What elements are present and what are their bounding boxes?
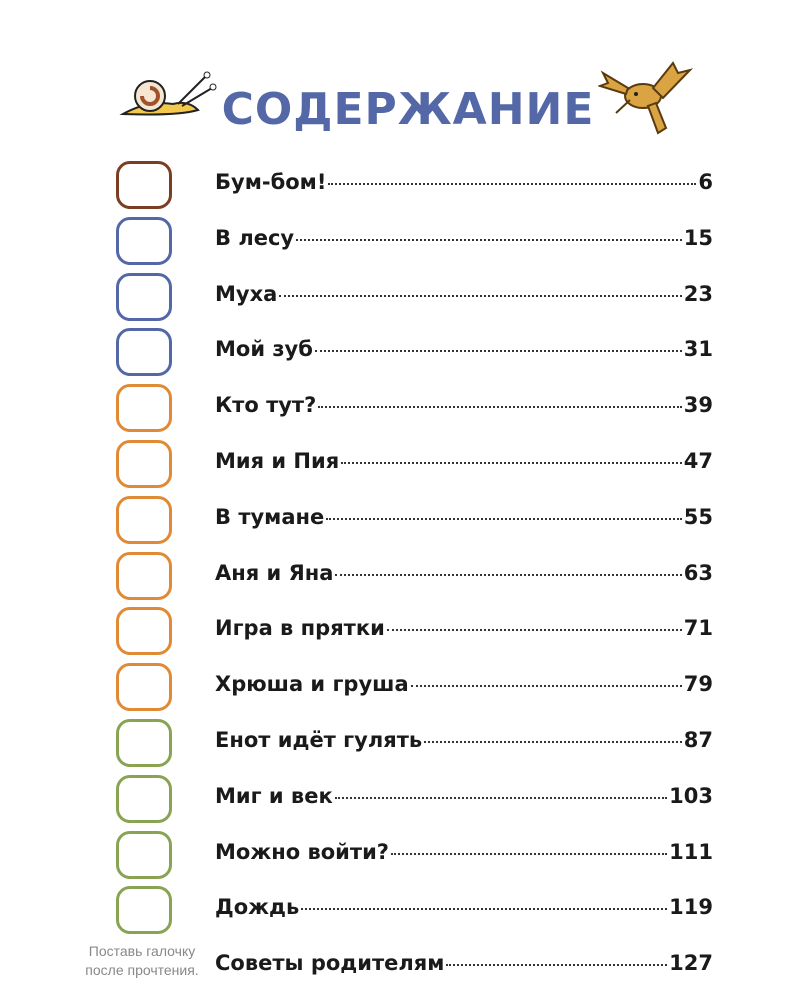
chapter-title: Бум-бом! <box>215 170 327 194</box>
read-checkbox[interactable] <box>116 161 172 209</box>
dot-leader <box>446 964 667 966</box>
dot-leader <box>387 629 682 631</box>
chapter-title: Муха <box>215 281 278 306</box>
page-number: 127 <box>669 951 713 976</box>
chapter-title: В тумане <box>215 504 325 529</box>
chapter-title: Миг и век <box>215 783 333 808</box>
read-checkbox[interactable] <box>116 273 172 321</box>
chapter-title: В лесу <box>215 225 295 250</box>
page-number: 47 <box>683 449 713 473</box>
chapter-title: Енот идёт гулять <box>215 728 423 752</box>
page-title: СОДЕРЖАНИЕ <box>221 84 595 135</box>
read-checkbox[interactable] <box>116 440 172 488</box>
page-number: 111 <box>669 839 713 864</box>
toc-row <box>0 217 800 267</box>
dot-leader <box>301 908 667 910</box>
chapter-title: Мия и Пия <box>215 449 340 473</box>
toc-row <box>0 552 800 602</box>
read-checkbox[interactable] <box>116 496 172 544</box>
dot-leader <box>328 183 696 185</box>
toc-row <box>0 831 800 881</box>
toc-entry[interactable] <box>215 170 713 194</box>
toc-row <box>0 496 800 546</box>
read-checkbox[interactable] <box>116 775 172 823</box>
page-number: 71 <box>683 616 713 641</box>
toc-entry[interactable] <box>215 728 713 752</box>
toc-entry[interactable] <box>215 449 713 473</box>
dot-leader <box>279 295 681 297</box>
page-number: 103 <box>669 783 713 808</box>
page-number: 87 <box>683 728 713 752</box>
chapter-title: Хрюша и груша <box>215 672 409 697</box>
chapter-title: Кто тут? <box>215 393 317 418</box>
toc-entry[interactable] <box>215 561 713 585</box>
chapter-title: Мой зуб <box>215 337 313 362</box>
dot-leader <box>296 239 682 241</box>
read-checkbox[interactable] <box>116 328 172 376</box>
chapter-title: Дождь <box>215 895 300 920</box>
page-number: 119 <box>669 895 713 920</box>
dot-leader <box>326 518 682 520</box>
read-checkbox[interactable] <box>116 217 172 265</box>
page-number: 31 <box>683 337 713 362</box>
toc-entry[interactable] <box>215 337 713 361</box>
read-checkbox[interactable] <box>116 607 172 655</box>
toc-row <box>0 886 800 936</box>
page-number: 63 <box>683 560 713 585</box>
page-number: 23 <box>683 281 713 306</box>
toc-entry[interactable] <box>215 226 713 250</box>
read-checkbox[interactable] <box>116 719 172 767</box>
toc-row <box>0 607 800 657</box>
toc-entry[interactable] <box>215 282 713 306</box>
toc-entry[interactable] <box>215 505 713 529</box>
bird-illustration <box>598 58 693 138</box>
dot-leader <box>391 853 667 855</box>
dot-leader <box>411 685 682 687</box>
page-number: 55 <box>683 504 713 529</box>
chapter-title: Игра в прятки <box>215 616 385 641</box>
chapter-title: Аня и Яна <box>215 560 334 585</box>
toc-row <box>0 161 800 211</box>
toc-entry[interactable] <box>215 840 713 864</box>
toc-entry[interactable] <box>215 616 713 640</box>
dot-leader <box>318 406 681 408</box>
toc-row <box>0 775 800 825</box>
chapter-title: Можно войти? <box>215 839 389 864</box>
toc-entry[interactable] <box>215 393 713 417</box>
read-checkbox[interactable] <box>116 552 172 600</box>
read-checkbox[interactable] <box>116 663 172 711</box>
toc-entry[interactable] <box>215 784 713 808</box>
read-checkbox[interactable] <box>116 831 172 879</box>
read-checkbox-hint: Поставь галочку после прочтения. <box>85 943 199 978</box>
dot-leader <box>335 574 681 576</box>
dot-leader <box>335 797 667 799</box>
toc-entry[interactable] <box>215 672 713 696</box>
toc-row <box>0 440 800 490</box>
dot-leader <box>315 350 682 352</box>
page-number: 39 <box>683 393 713 418</box>
toc-row <box>0 719 800 769</box>
toc-row <box>0 663 800 713</box>
dot-leader <box>341 462 682 464</box>
chapter-title: Советы родителям <box>215 951 445 976</box>
read-checkbox[interactable] <box>116 886 172 934</box>
toc-row <box>0 328 800 378</box>
page-number: 6 <box>698 170 713 194</box>
page-number: 79 <box>683 672 713 697</box>
read-checkbox[interactable] <box>116 384 172 432</box>
toc-entry[interactable] <box>215 895 713 919</box>
toc-row <box>0 384 800 434</box>
dot-leader <box>424 741 682 743</box>
toc-row <box>0 273 800 323</box>
toc-entry[interactable] <box>215 951 713 975</box>
page-number: 15 <box>683 225 713 250</box>
